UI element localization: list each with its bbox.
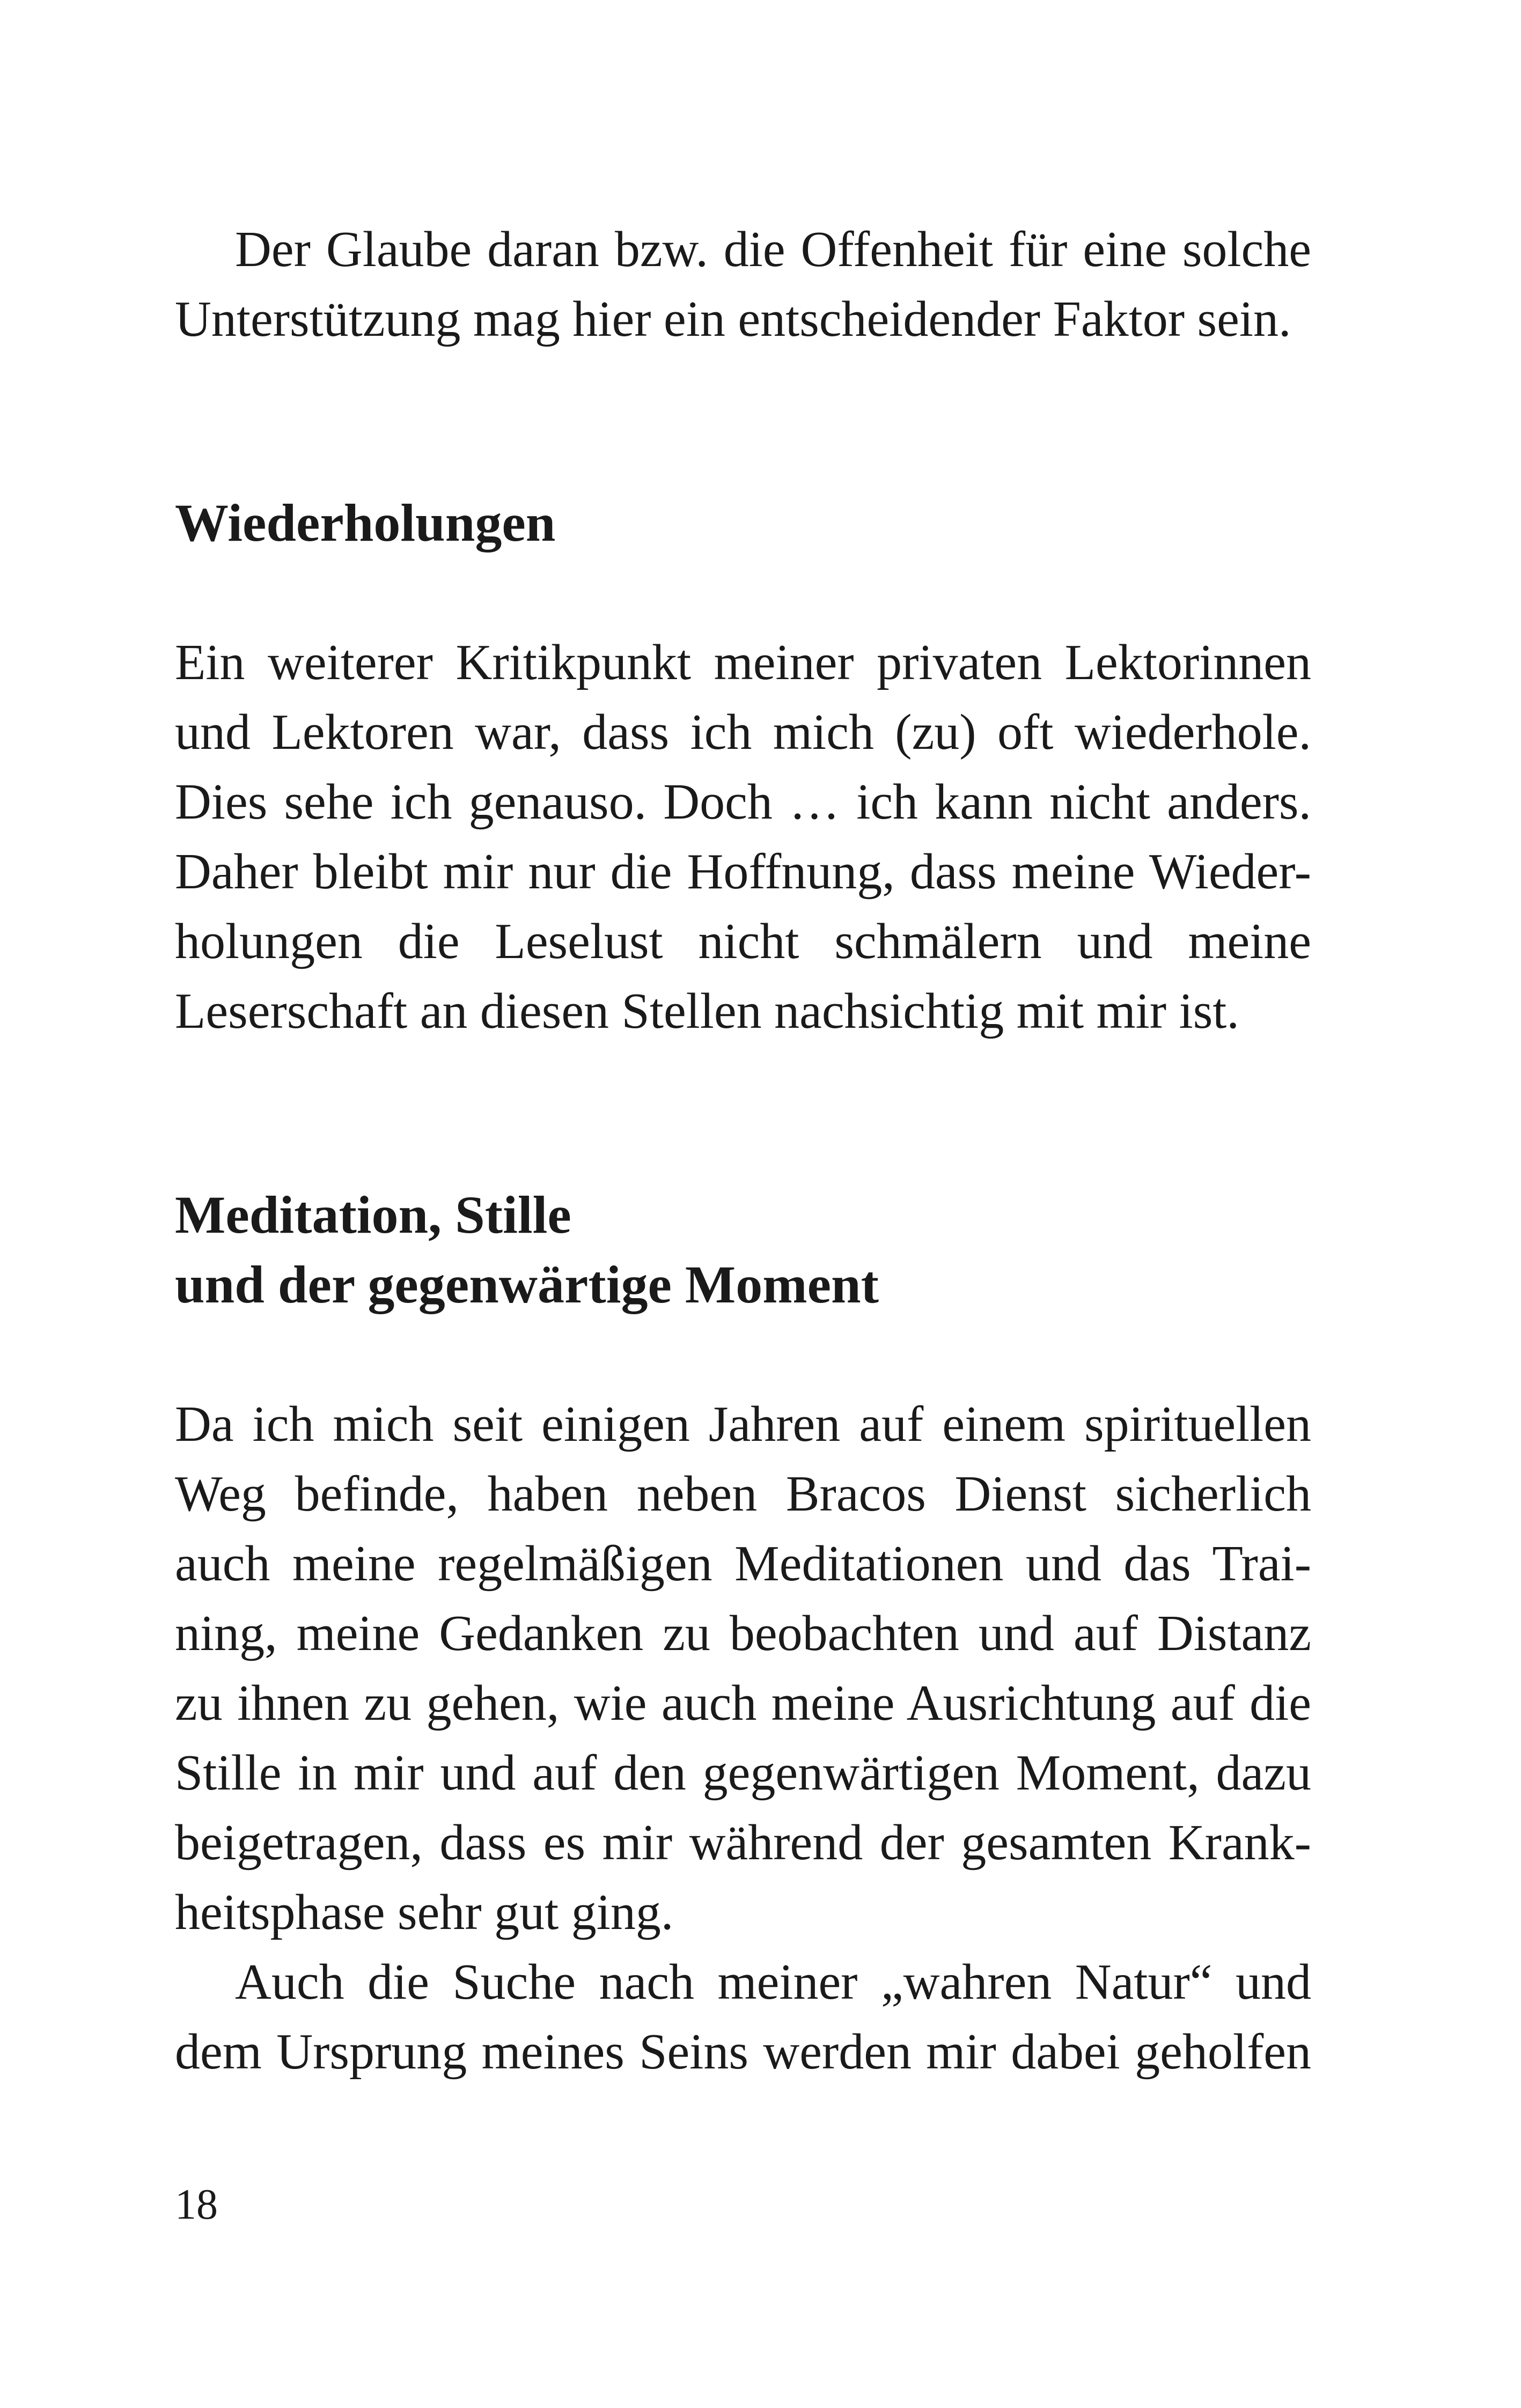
text-line: auch meine regelmäßigen Meditationen und das Trai- xyxy=(175,1536,1311,1592)
text-line: Daher bleibt mir nur die Hoffnung, dass meine Wieder- xyxy=(175,844,1311,900)
text-line: zu ihnen zu gehen, wie auch meine Ausrichtung auf die xyxy=(175,1675,1311,1731)
text-line: Unterstützung mag hier ein entscheidender Faktor sein. xyxy=(175,291,1291,347)
text-line: Ein weiterer Kritikpunkt meiner privaten Lektorinnen xyxy=(175,635,1311,690)
text-line: dem Ursprung meines Seins werden mir dabei geholfen xyxy=(175,2024,1311,2080)
text-line: Weg befinde, haben neben Bracos Dienst sicherlich xyxy=(175,1466,1311,1522)
text-line: Auch die Suche nach meiner „wahren Natur“ und xyxy=(235,1954,1311,2010)
text-line: beigetragen, dass es mir während der gesamten Krank- xyxy=(175,1815,1311,1871)
section-heading: Meditation, Stille xyxy=(175,1185,571,1244)
text-line: holungen die Leselust nicht schmälern und meine xyxy=(175,914,1311,969)
text-line: und Lektoren war, dass ich mich (zu) oft wiederhole. xyxy=(175,704,1311,760)
text-line: Der Glaube daran bzw. die Offenheit für eine solche xyxy=(235,222,1311,277)
text-line: Dies sehe ich genauso. Doch … ich kann nicht anders. xyxy=(175,774,1311,830)
text-line: Stille in mir und auf den gegenwärtigen Moment, dazu xyxy=(175,1745,1311,1801)
text-line: ning, meine Gedanken zu beobachten und auf Distanz xyxy=(175,1606,1311,1661)
text-line: heitsphase sehr gut ging. xyxy=(175,1884,674,1940)
text-line: Leserschaft an diesen Stellen nachsichtig mit mir ist. xyxy=(175,983,1239,1039)
page-number: 18 xyxy=(175,2181,218,2228)
text-line: Da ich mich seit einigen Jahren auf einem spirituellen xyxy=(175,1396,1311,1452)
section-heading: Wiederholungen xyxy=(175,493,556,553)
section-heading: und der gegenwärtige Moment xyxy=(175,1255,879,1314)
